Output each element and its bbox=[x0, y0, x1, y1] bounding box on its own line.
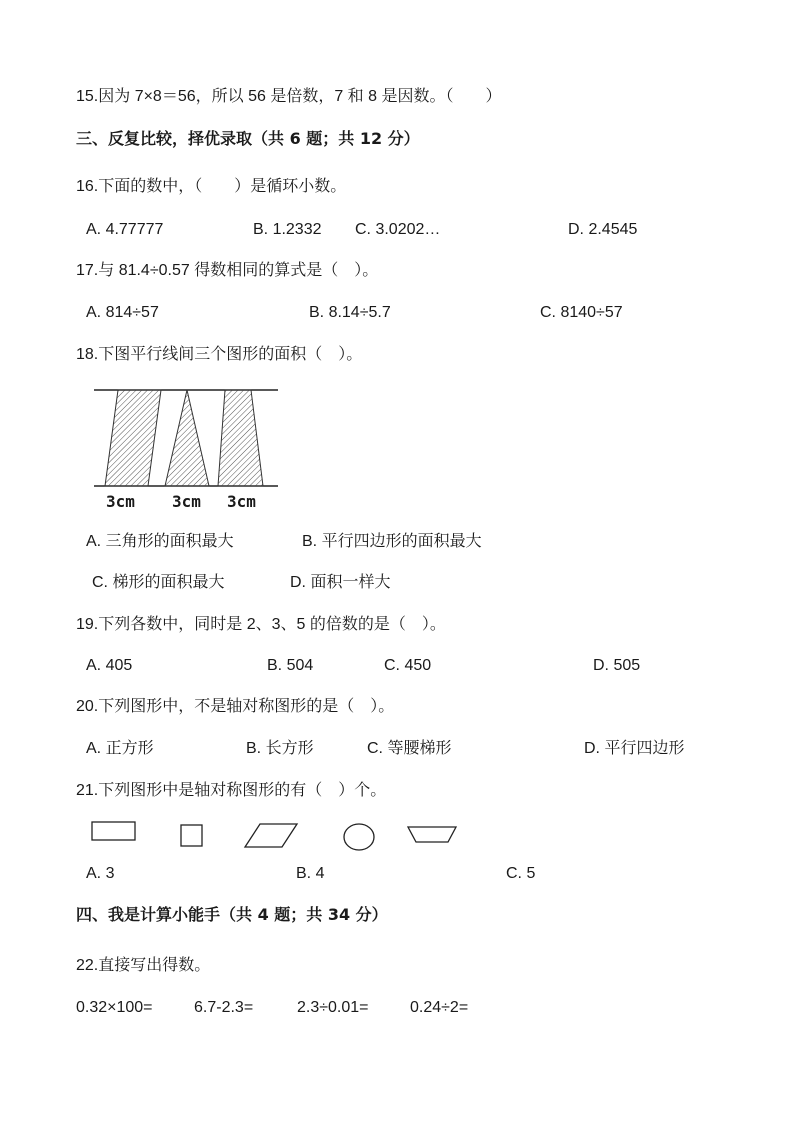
trapezoid-icon bbox=[408, 827, 456, 842]
question-19-stem: 19.下列各数中，同时是 2、3、5 的倍数的是（ ）。 bbox=[76, 616, 446, 633]
label-parallelogram-base: 3cm bbox=[106, 492, 135, 511]
q17-option-c[interactable]: C. 8140÷57 bbox=[540, 304, 623, 321]
q16-option-a[interactable]: A. 4.77777 bbox=[86, 221, 164, 238]
q21-option-a[interactable]: A. 3 bbox=[86, 865, 115, 882]
parallel-lines-figure bbox=[90, 385, 280, 491]
q20-option-a[interactable]: A. 正方形 bbox=[86, 740, 154, 757]
q18-option-b[interactable]: B. 平行四边形的面积最大 bbox=[302, 533, 482, 550]
q19-option-a[interactable]: A. 405 bbox=[86, 657, 133, 674]
question-21-stem: 21.下列图形中是轴对称图形的有（ ）个。 bbox=[76, 782, 387, 799]
question-17-stem: 17.与 81.4÷0.57 得数相同的算式是（ ）。 bbox=[76, 262, 379, 279]
q20-option-d[interactable]: D. 平行四边形 bbox=[584, 740, 685, 757]
question-18-stem: 18.下图平行线间三个图形的面积（ ）。 bbox=[76, 346, 363, 363]
q22-item-4: 0.24÷2= bbox=[410, 999, 469, 1016]
q16-option-d[interactable]: D. 2.4545 bbox=[568, 221, 638, 238]
q18-option-c[interactable]: C. 梯形的面积最大 bbox=[92, 574, 225, 591]
q17-option-b[interactable]: B. 8.14÷5.7 bbox=[309, 304, 391, 321]
q19-option-b[interactable]: B. 504 bbox=[267, 657, 314, 674]
q22-item-2: 6.7-2.3= bbox=[194, 999, 254, 1016]
q18-option-d[interactable]: D. 面积一样大 bbox=[290, 574, 391, 591]
label-triangle-base: 3cm bbox=[172, 492, 201, 511]
section-3-heading: 三、反复比较，择优录取（共 6 题；共 12 分） bbox=[76, 129, 420, 148]
q19-option-c[interactable]: C. 450 bbox=[384, 657, 432, 674]
q17-option-a[interactable]: A. 814÷57 bbox=[86, 304, 159, 321]
circle-icon bbox=[344, 824, 374, 850]
triangle-shape bbox=[165, 390, 209, 486]
section-4-heading: 四、我是计算小能手（共 4 题；共 34 分） bbox=[76, 905, 388, 924]
label-trapezoid-base: 3cm bbox=[227, 492, 256, 511]
trapezoid-shape bbox=[218, 390, 263, 486]
rectangle-icon bbox=[92, 822, 135, 840]
q16-option-c[interactable]: C. 3.0202… bbox=[355, 221, 441, 238]
q16-option-b[interactable]: B. 1.2332 bbox=[253, 221, 322, 238]
q21-option-c[interactable]: C. 5 bbox=[506, 865, 536, 882]
question-15: 15.因为 7×8＝56，所以 56 是倍数，7 和 8 是因数。（ ） bbox=[76, 88, 502, 105]
q20-option-c[interactable]: C. 等腰梯形 bbox=[367, 740, 452, 757]
q22-item-1: 0.32×100= bbox=[76, 999, 153, 1016]
q20-option-b[interactable]: B. 长方形 bbox=[246, 740, 314, 757]
parallelogram-icon bbox=[245, 824, 297, 847]
question-22-stem: 22.直接写出得数。 bbox=[76, 957, 211, 974]
q21-option-b[interactable]: B. 4 bbox=[296, 865, 325, 882]
q22-item-3: 2.3÷0.01= bbox=[297, 999, 369, 1016]
parallelogram-shape bbox=[105, 390, 161, 486]
square-icon bbox=[181, 825, 202, 846]
question-16-stem: 16.下面的数中，（ ）是循环小数。 bbox=[76, 178, 347, 195]
question-20-stem: 20.下列图形中，不是轴对称图形的是（ ）。 bbox=[76, 698, 395, 715]
q21-shapes-figure bbox=[88, 818, 460, 854]
q18-option-a[interactable]: A. 三角形的面积最大 bbox=[86, 533, 234, 550]
q19-option-d[interactable]: D. 505 bbox=[593, 657, 641, 674]
